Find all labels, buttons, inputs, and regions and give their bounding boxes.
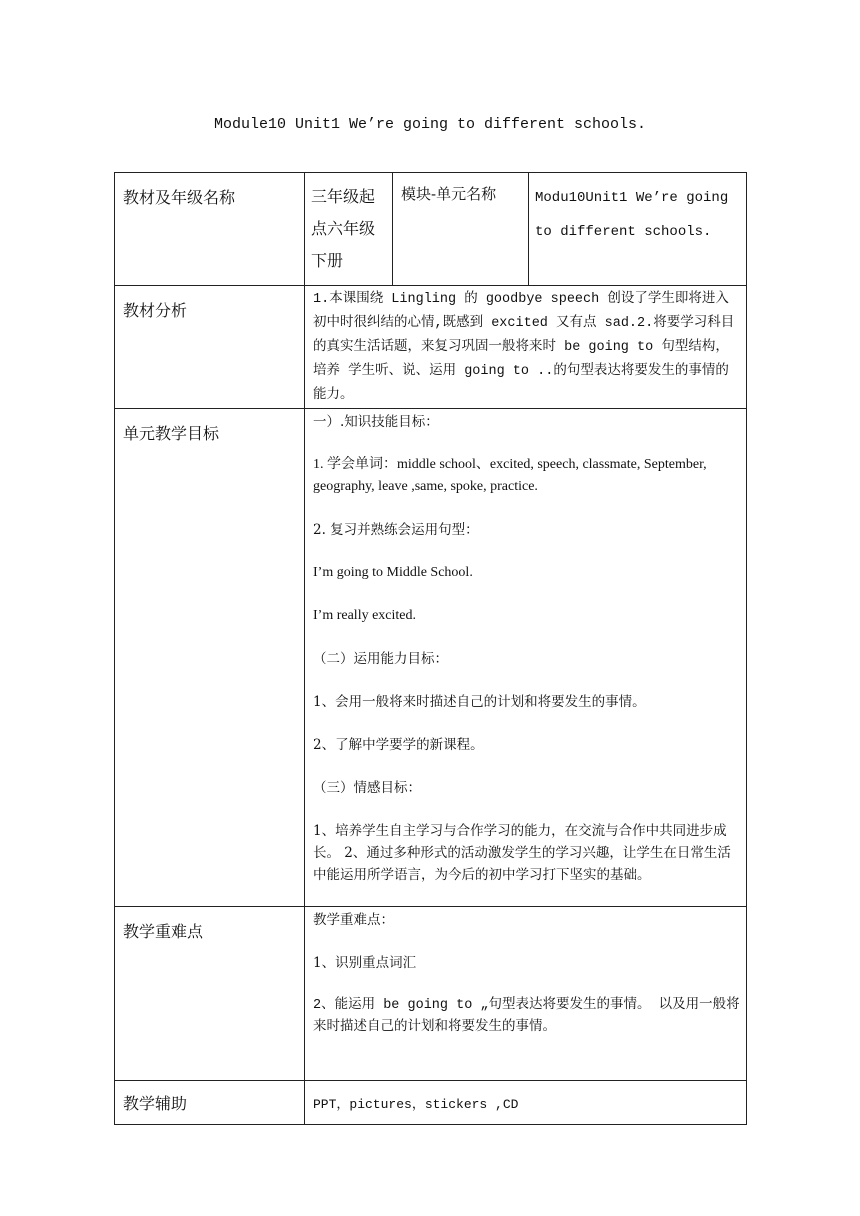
value-key-points	[305, 907, 747, 1081]
goal-line: 1. 学会单词：middle school、excited, speech, classmate, September, geography, leave ,same, spoke, practice.	[313, 457, 707, 494]
key-point-line: 教学重难点：	[313, 912, 394, 928]
value-goals	[305, 409, 747, 907]
label-module-unit: 模块-单元名称	[393, 173, 529, 286]
goal-line: 1、培养学生自主学习与合作学习的能力，在交流与合作中共同进步成长。 2、通过多种形式的活动激发学生的学习兴趣，让学生在日常生活中能运用所学语言，为今后的初中学习打下坚实的基础。	[313, 823, 731, 883]
label-key-points: 教学重难点	[115, 907, 305, 1081]
table-row-aids	[115, 1081, 747, 1125]
table-row-analysis	[115, 286, 747, 409]
key-point-line: 1、识别重点词汇	[313, 955, 417, 971]
value-analysis: 1.本课围绕 Lingling 的 goodbye speech 创设了学生即将进入初中时很纠结的心情,既感到 excited 又有点 sad.2.将要学习科目的真实生活话题，来复习巩固一般将来时 be going to 句型结构，培养 学生听、说、运用 going to ..的句型表达将要发生的事情的能力。	[305, 286, 747, 409]
goal-line: （二）运用能力目标：	[313, 651, 448, 667]
label-analysis: 教材分析	[115, 286, 305, 409]
label-aids: 教学辅助	[115, 1081, 305, 1125]
goal-line: 2、了解中学要学的新课程。	[313, 737, 484, 753]
goal-line: （三）情感目标：	[313, 780, 421, 796]
table-row-goals	[115, 409, 747, 907]
document-title: Module10 Unit1 We’re going to different schools.	[213, 116, 647, 133]
value-module-unit: Modu10Unit1 We’re going to different schools.	[529, 173, 747, 286]
table-row-key-points	[115, 907, 747, 1081]
value-grade: 三年级起点六年级下册	[305, 173, 393, 286]
label-textbook-grade: 教材及年级名称	[115, 173, 305, 286]
goal-line: 一）.知识技能目标：	[313, 414, 439, 430]
goal-line: I’m going to Middle School.	[313, 565, 473, 580]
lesson-plan-table	[114, 172, 747, 1125]
key-point-line: 2、能运用 be going to „句型表达将要发生的事情。 以及用一般将来时描述自己的计划和将要发生的事情。	[313, 998, 740, 1035]
label-goals: 单元教学目标	[115, 409, 305, 907]
goal-line: 2. 复习并熟练会运用句型：	[313, 522, 479, 538]
goal-line: I’m really excited.	[313, 608, 417, 623]
value-aids: PPT，pictures，stickers ,CD	[305, 1081, 747, 1125]
goal-line: 1、会用一般将来时描述自己的计划和将要发生的事情。	[313, 694, 646, 710]
table-row-textbook	[115, 173, 747, 286]
